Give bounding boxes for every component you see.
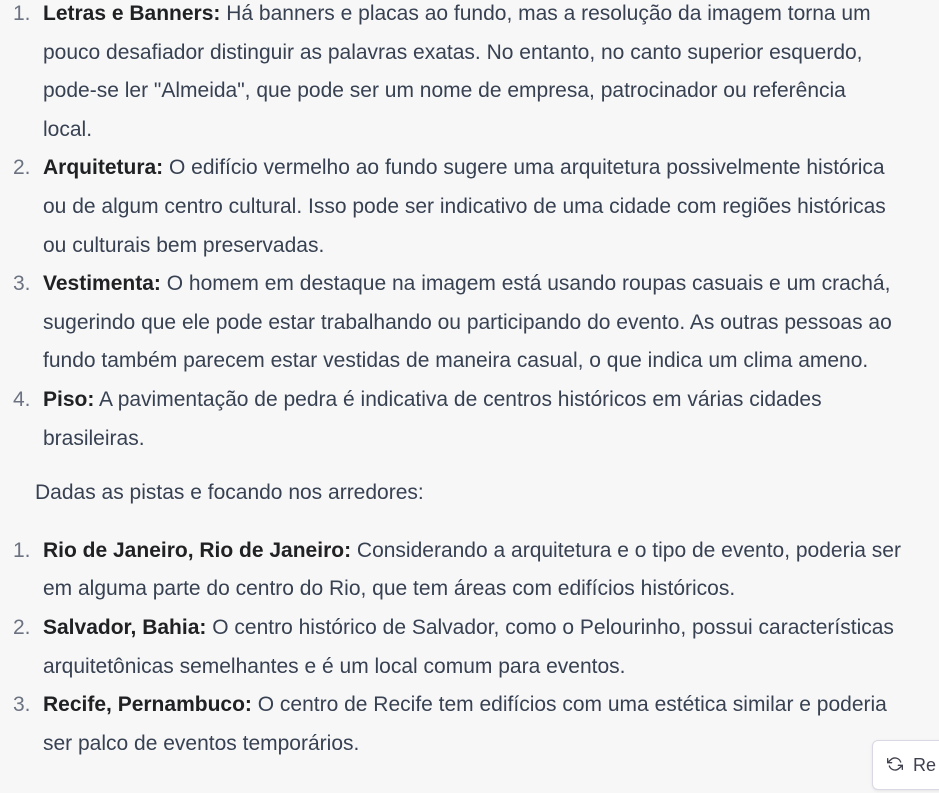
list-item — [0, 0, 939, 149]
item-title: Rio de Janeiro, Rio de Janeiro: — [43, 538, 352, 562]
list-number: 3. — [13, 693, 31, 717]
item-text: em alguma parte do centro do Rio, que tem áreas com edifícios históricos. — [43, 577, 736, 601]
item-text: sugerindo que ele pode estar trabalhando ou participando do evento. As outras pessoas ao — [43, 310, 892, 334]
item-text: O edifício vermelho ao fundo sugere uma arquitetura possivelmente histórica — [163, 156, 885, 180]
item-text: ou culturais bem preservadas. — [43, 233, 325, 257]
item-text: Considerando a arquitetura e o tipo de evento, poderia ser — [351, 538, 901, 562]
item-text: pode-se ler "Almeida", que pode ser um nome de empresa, patrocinador ou referência — [43, 79, 846, 103]
item-text: O homem em destaque na imagem está usando roupas casuais e um crachá, — [160, 272, 891, 296]
intro-paragraph: Dadas as pistas e focando nos arredores: — [35, 481, 424, 505]
regenerate-button[interactable] — [872, 740, 939, 790]
item-text: pouco desafiador distinguir as palavras exatas. No entanto, no canto superior esquerdo, — [43, 40, 863, 64]
item-text: A pavimentação de pedra é indicativa de centros históricos em várias cidades — [94, 387, 822, 411]
list-item — [0, 609, 939, 686]
list-item — [0, 381, 939, 458]
item-text: ou de algum centro cultural. Isso pode ser indicativo de uma cidade com regiões históricas — [43, 194, 886, 218]
item-text: arquitetônicas semelhantes e é um local comum para eventos. — [43, 654, 626, 678]
item-title: Vestimenta: — [43, 272, 161, 296]
list-number: 1. — [13, 2, 31, 25]
list-item — [0, 149, 939, 265]
list-number: 4. — [13, 387, 31, 411]
item-title: Letras e Banners: — [43, 2, 221, 25]
list-number: 3. — [13, 272, 31, 296]
item-text: O centro histórico de Salvador, como o Pelourinho, possui características — [206, 615, 894, 639]
list-item — [0, 265, 939, 381]
list-number: 2. — [13, 156, 31, 180]
list-number: 2. — [13, 615, 31, 639]
item-title: Arquitetura: — [43, 156, 164, 180]
refresh-icon — [887, 756, 913, 775]
item-title: Piso: — [43, 387, 95, 411]
regenerate-label: Re — [913, 755, 937, 775]
list-item — [0, 532, 939, 609]
item-text: Há banners e placas ao fundo, mas a resolução da imagem torna um — [220, 2, 871, 25]
cities-list — [0, 532, 939, 764]
list-number: 1. — [13, 538, 31, 562]
item-text: O centro de Recife tem edifícios com uma estética similar e poderia — [251, 693, 887, 717]
item-text: local. — [43, 117, 93, 141]
list-item — [0, 686, 939, 763]
item-text: brasileiras. — [43, 426, 145, 450]
item-title: Salvador, Bahia: — [43, 615, 207, 639]
item-text: ser palco de eventos temporários. — [43, 731, 360, 755]
item-text: fundo também parecem estar vestidas de maneira casual, o que indica um clima ameno. — [43, 349, 869, 373]
item-title: Recife, Pernambuco: — [43, 693, 252, 717]
